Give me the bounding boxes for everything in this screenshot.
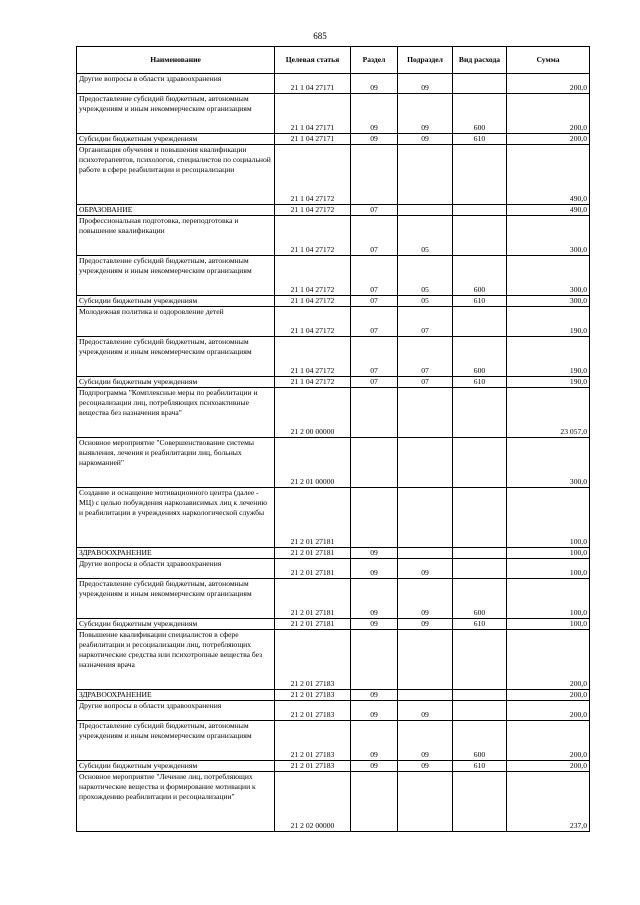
row-section: 07 [351, 307, 398, 337]
row-subsection: 07 [398, 337, 453, 377]
row-target-article: 21 2 02 00000 [275, 772, 351, 832]
row-target-article: 21 2 01 27183 [275, 630, 351, 690]
header-sum: Сумма [507, 47, 590, 74]
row-name: Субсидии бюджетным учреждениям [77, 619, 275, 630]
row-expense-type: 610 [453, 296, 507, 307]
row-expense-type [453, 388, 507, 438]
row-target-article: 21 2 01 27181 [275, 619, 351, 630]
table-row [77, 559, 590, 579]
row-expense-type [453, 216, 507, 256]
row-subsection: 07 [398, 377, 453, 388]
row-name: Предоставление субсидий бюджетным, автономным учреждениям и иным некоммерческим организациям [77, 579, 275, 619]
row-sum: 190,0 [507, 377, 590, 388]
row-name: Субсидии бюджетным учреждениям [77, 761, 275, 772]
row-sum: 100,0 [507, 579, 590, 619]
row-expense-type: 610 [453, 761, 507, 772]
row-target-article: 21 1 04 27172 [275, 377, 351, 388]
row-sum: 200,0 [507, 94, 590, 134]
row-section: 07 [351, 377, 398, 388]
row-sum: 200,0 [507, 74, 590, 94]
header-subsection: Подраздел [398, 47, 453, 74]
row-target-article: 21 2 01 27183 [275, 721, 351, 761]
row-name: Другие вопросы в области здравоохранения [77, 559, 275, 579]
row-sum: 300,0 [507, 296, 590, 307]
row-name: Субсидии бюджетным учреждениям [77, 377, 275, 388]
row-expense-type [453, 307, 507, 337]
row-expense-type: 610 [453, 619, 507, 630]
row-sum: 200,0 [507, 134, 590, 145]
row-subsection: 07 [398, 307, 453, 337]
row-section [351, 388, 398, 438]
table-row [77, 772, 590, 832]
row-section: 09 [351, 701, 398, 721]
table-row [77, 488, 590, 548]
row-sum: 190,0 [507, 337, 590, 377]
row-subsection [398, 388, 453, 438]
row-sum: 100,0 [507, 619, 590, 630]
row-name: Повышение квалификации специалистов в сфере реабилитации и ресоциализации лиц, потребляющих наркотические средства или психотропные вещества без назначения врача [77, 630, 275, 690]
row-sum: 200,0 [507, 690, 590, 701]
row-subsection: 09 [398, 761, 453, 772]
row-name: Создание и оснащение мотивационного центра (далее - МЦ) с целью побуждения наркозависимых лиц к лечению и реабилитации в учреждениях наркологической службы [77, 488, 275, 548]
table-row [77, 388, 590, 438]
row-subsection: 05 [398, 216, 453, 256]
row-target-article: 21 1 04 27172 [275, 145, 351, 205]
row-subsection [398, 145, 453, 205]
table-row [77, 94, 590, 134]
row-name: Основное мероприятие "Совершенствование системы выявления, лечения и реабилитации лиц, больных наркоманией" [77, 438, 275, 488]
table-row [77, 205, 590, 216]
row-section: 09 [351, 721, 398, 761]
row-target-article: 21 1 04 27171 [275, 74, 351, 94]
row-section: 09 [351, 761, 398, 772]
table-row [77, 619, 590, 630]
header-section: Раздел [351, 47, 398, 74]
row-subsection: 09 [398, 74, 453, 94]
row-name: Субсидии бюджетным учреждениям [77, 134, 275, 145]
row-sum: 100,0 [507, 488, 590, 548]
row-section [351, 145, 398, 205]
row-sum: 100,0 [507, 559, 590, 579]
table-row [77, 337, 590, 377]
row-name: Другие вопросы в области здравоохранения [77, 74, 275, 94]
row-name: Другие вопросы в области здравоохранения [77, 701, 275, 721]
row-subsection: 09 [398, 619, 453, 630]
row-name: Организация обучения и повышения квалификации психотерапевтов, психологов, специалистов по социальной работе в сфере реабилитации и ресоциализации [77, 145, 275, 205]
row-sum: 490,0 [507, 205, 590, 216]
row-section: 09 [351, 559, 398, 579]
row-sum: 200,0 [507, 630, 590, 690]
table-row [77, 74, 590, 94]
table-row [77, 145, 590, 205]
row-sum: 200,0 [507, 721, 590, 761]
row-expense-type [453, 690, 507, 701]
row-target-article: 21 2 01 27183 [275, 701, 351, 721]
row-expense-type: 600 [453, 94, 507, 134]
budget-table [76, 46, 590, 832]
table-row [77, 701, 590, 721]
row-target-article: 21 1 04 27172 [275, 337, 351, 377]
row-subsection [398, 488, 453, 548]
row-name: Субсидии бюджетным учреждениям [77, 296, 275, 307]
row-target-article: 21 2 01 00000 [275, 438, 351, 488]
row-subsection [398, 772, 453, 832]
row-expense-type [453, 701, 507, 721]
row-section: 07 [351, 296, 398, 307]
header-target-article: Целевая статья [275, 47, 351, 74]
row-subsection: 05 [398, 296, 453, 307]
table-row [77, 256, 590, 296]
row-sum: 300,0 [507, 256, 590, 296]
row-section [351, 630, 398, 690]
row-section: 09 [351, 94, 398, 134]
row-sum: 190,0 [507, 307, 590, 337]
table-row [77, 377, 590, 388]
row-target-article: 21 2 01 27181 [275, 488, 351, 548]
row-expense-type: 600 [453, 721, 507, 761]
row-name: ЗДРАВООХРАНЕНИЕ [77, 548, 275, 559]
row-sum: 200,0 [507, 701, 590, 721]
table-row [77, 579, 590, 619]
table-row [77, 630, 590, 690]
table-row [77, 690, 590, 701]
row-name: Профессиональная подготовка, переподготовка и повышение квалификации [77, 216, 275, 256]
row-target-article: 21 1 04 27172 [275, 296, 351, 307]
row-subsection: 09 [398, 579, 453, 619]
row-subsection: 09 [398, 94, 453, 134]
row-expense-type: 610 [453, 377, 507, 388]
row-expense-type: 600 [453, 337, 507, 377]
row-section: 07 [351, 256, 398, 296]
table-row [77, 438, 590, 488]
row-subsection [398, 690, 453, 701]
row-expense-type [453, 205, 507, 216]
table-row [77, 761, 590, 772]
row-name: Предоставление субсидий бюджетным, автономным учреждениям и иным некоммерческим организациям [77, 337, 275, 377]
table-row [77, 548, 590, 559]
row-target-article: 21 2 01 27181 [275, 559, 351, 579]
row-section: 09 [351, 690, 398, 701]
table-row [77, 296, 590, 307]
row-target-article: 21 2 00 00000 [275, 388, 351, 438]
row-name: Предоставление субсидий бюджетным, автономным учреждениям и иным некоммерческим организациям [77, 721, 275, 761]
row-sum: 237,0 [507, 772, 590, 832]
row-subsection: 09 [398, 559, 453, 579]
row-target-article: 21 1 04 27172 [275, 205, 351, 216]
row-subsection: 09 [398, 701, 453, 721]
row-subsection: 09 [398, 134, 453, 145]
row-expense-type [453, 548, 507, 559]
row-expense-type [453, 488, 507, 548]
row-sum: 490,0 [507, 145, 590, 205]
row-section [351, 772, 398, 832]
row-subsection [398, 630, 453, 690]
row-expense-type [453, 630, 507, 690]
row-expense-type [453, 74, 507, 94]
row-expense-type: 610 [453, 134, 507, 145]
table-header-row [77, 47, 590, 74]
page-number: 685 [313, 31, 327, 41]
row-subsection [398, 205, 453, 216]
row-expense-type: 600 [453, 579, 507, 619]
header-expense-type: Вид расхода [453, 47, 507, 74]
table-row [77, 134, 590, 145]
row-subsection: 05 [398, 256, 453, 296]
row-subsection: 09 [398, 721, 453, 761]
row-sum: 23 057,0 [507, 388, 590, 438]
row-target-article: 21 1 04 27172 [275, 216, 351, 256]
row-section: 07 [351, 216, 398, 256]
row-expense-type [453, 438, 507, 488]
row-section [351, 438, 398, 488]
row-target-article: 21 2 01 27183 [275, 761, 351, 772]
row-name: ЗДРАВООХРАНЕНИЕ [77, 690, 275, 701]
row-section: 09 [351, 134, 398, 145]
row-target-article: 21 1 04 27171 [275, 94, 351, 134]
row-name: Молодежная политика и оздоровление детей [77, 307, 275, 337]
row-section: 07 [351, 337, 398, 377]
row-target-article: 21 2 01 27183 [275, 690, 351, 701]
table-row [77, 216, 590, 256]
row-sum: 200,0 [507, 761, 590, 772]
row-section: 09 [351, 579, 398, 619]
row-expense-type [453, 772, 507, 832]
row-expense-type [453, 559, 507, 579]
row-subsection [398, 548, 453, 559]
row-sum: 100,0 [507, 548, 590, 559]
row-target-article: 21 2 01 27181 [275, 579, 351, 619]
row-sum: 300,0 [507, 216, 590, 256]
row-target-article: 21 1 04 27172 [275, 256, 351, 296]
row-expense-type: 600 [453, 256, 507, 296]
table-row [77, 721, 590, 761]
header-name: Наименование [77, 47, 275, 74]
row-subsection [398, 438, 453, 488]
row-name: Предоставление субсидий бюджетным, автономным учреждениям и иным некоммерческим организациям [77, 256, 275, 296]
row-name: Предоставление субсидий бюджетным, автономным учреждениям и иным некоммерческим организациям [77, 94, 275, 134]
row-section: 07 [351, 205, 398, 216]
row-section: 09 [351, 619, 398, 630]
row-expense-type [453, 145, 507, 205]
row-target-article: 21 1 04 27172 [275, 307, 351, 337]
row-target-article: 21 2 01 27181 [275, 548, 351, 559]
row-name: Подпрограмма "Комплексные меры по реабилитации и ресоциализации лиц, потребляющих психоактивные вещества без назначения врача" [77, 388, 275, 438]
row-section: 09 [351, 74, 398, 94]
row-name: Основное мероприятие "Лечение лиц, потребляющих наркотические вещества и формирование мотивации к прохождению реабилитации и ресоциализации" [77, 772, 275, 832]
row-section [351, 488, 398, 548]
row-target-article: 21 1 04 27171 [275, 134, 351, 145]
table-row [77, 307, 590, 337]
row-sum: 300,0 [507, 438, 590, 488]
row-section: 09 [351, 548, 398, 559]
row-name: ОБРАЗОВАНИЕ [77, 205, 275, 216]
